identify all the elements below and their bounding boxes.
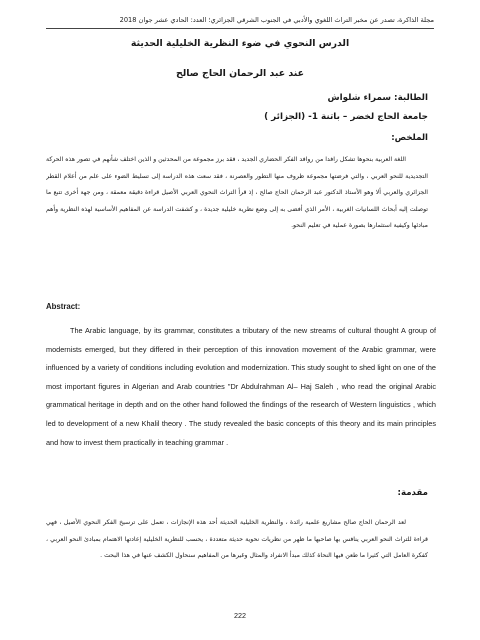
english-abstract-heading: Abstract:	[46, 302, 81, 311]
article-title: الدرس النحوي في ضوء النظرية الخليلية الحديثة	[130, 38, 350, 49]
running-header: مجلة الذاكرة، تصدر عن مخبر التراث اللغوي والأدبي في الجنوب الشرقي الجزائري؛ العدد: الحادي عشر جوان 2018	[46, 14, 434, 29]
introduction-text: لعد الرحمان الحاج صالح مشاريع علمية رائدة ، والنظرية الخليلية الحديثة أحد هذه الإنجازات ، تعمل على ترسيخ الفكر النحوي الأصيل ، فهي قراءة للتراث النحو العربي ينافس بها صاحبها ما ظهر من نظريات نحوية حديثة متعددة ، يحسب للنظرية الخليلية إعادتها الاهتمام بمبادئ النحو العربي ، كفكرة العامل التي كثيرا ما طعن فيها النحاة كذلك مبدأ الانفراد والمثال وغيرها من المفاهيم سنحاول الكشف عنها في هذا البحث .	[46, 519, 428, 559]
english-abstract-text: The Arabic language, by its grammar, constitutes a tributary of the new streams of cultural thought A group of modernists emerged, but they differed in their perception of this innovation movement of the Arabic grammar, were influenced by a variety of conditions including evolution and modernization. This study sought to shed light on one of the most important figures in Algerian and Arab countries "Dr Abdulrahman Al– Haj Saleh , who read the original Arabic grammatical heritage in depth and on the other hand followed the findings of the research of Western linguistics , which led to development of a new Khalil theory . The study revealed the basic concepts of this theory and its main principles and how to invest them practically in teaching grammar .	[46, 326, 436, 447]
article-subtitle-author: عند عبد الرحمان الحاج صالح	[175, 68, 305, 79]
arabic-abstract-text: اللغة العربية بنحوها تشكل رافدا من روافد الفكر الحضاري الجديد ، فقد برز مجموعة من المحدثين و الذين اختلف شأنهم في تصور هذه الحركة التجديدية للنحو العربي ، والتي فرضتها مجموعة ظروف منها التطور والعصرنة ، فقد سعت هذه الدراسة إلى تسليط الضوء على علم من أعلام القطر الجزائري والعربي ألا وهو الأستاذ الدكتور عبد الرحمان الحاج صالح ، إذ قرأ التراث النحوي العربي الأصيل قراءة دقيقة معمقة ، ومن جهة أخرى تتبع ما توصلت إليه أبحاث اللسانيات الغربية ، الأمر الذي أفضى به إلى وضع نظرية خليلية جديدة ، و كشفت الدراسة عن المفاهيم الأساسية لهذه النظرية وأهم مبادئها وكيفية استثمارها بصورة عملية في تعليم النحو.	[46, 156, 428, 229]
arabic-abstract-heading: الملخص:	[391, 133, 428, 143]
page-number: 222	[234, 611, 246, 620]
university-affiliation: جامعة الحاج لخضر – باتنة 1- (الجزائر )	[264, 112, 428, 122]
introduction-heading: مقدمة:	[397, 488, 428, 498]
student-name: الطالبة: سمراء شلواش	[327, 93, 428, 103]
